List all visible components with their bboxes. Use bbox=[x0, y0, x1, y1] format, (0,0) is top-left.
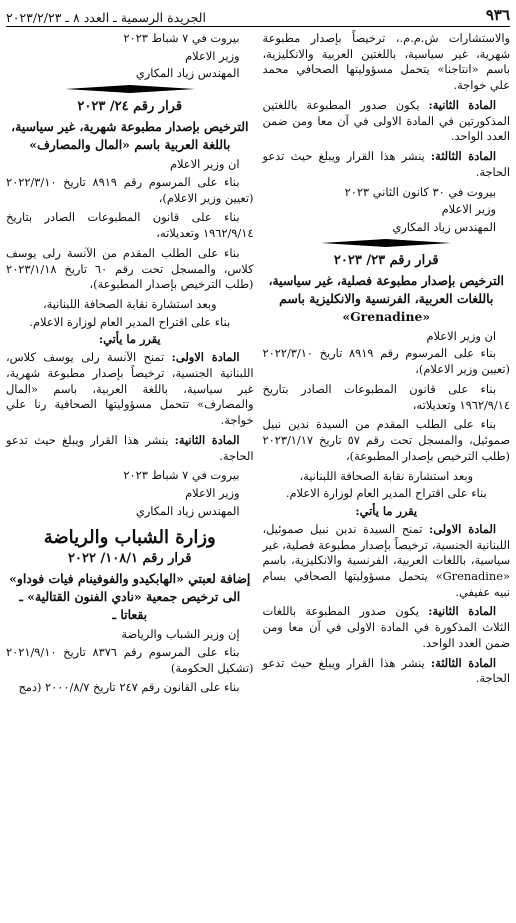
article-2 bbox=[263, 98, 511, 145]
minister-line: ان وزير الاعلام bbox=[426, 328, 496, 343]
signature-date: بيروت في ٧ شباط ٢٠٢٣ bbox=[123, 31, 240, 45]
signature-role: وزير الاعلام bbox=[441, 202, 496, 217]
article-text: تمنح السيدة ندين نبيل صموئيل، اللبنانية الجنسية، ترخيصاً بإصدار مطبوعة فصلية، غير سياسية، باللغات العربية، الفرنسية والانكليزية، باسم «Grenadine» يتحمل مسؤوليتها الصحافي بسام نبيه عفيفي. bbox=[262, 521, 510, 599]
article-label: المادة الثانية: bbox=[428, 604, 496, 619]
section-divider bbox=[6, 85, 254, 93]
minister-line: إن وزير الشباب والرياضة bbox=[121, 627, 240, 642]
ministry-heading: وزارة الشباب والرياضة bbox=[43, 526, 216, 548]
signature-date: بيروت في ٣٠ كانون الثاني ٢٠٢٣ bbox=[344, 184, 496, 199]
article-3 bbox=[263, 656, 511, 687]
signature-date: بيروت في ٧ شباط ٢٠٢٣ bbox=[123, 468, 240, 483]
basis-paragraph: بناء على الطلب المقدم من السيدة ندين نبيل صموئيل، والمسجل تحت رقم ٥٧ تاريخ ٢٠٢٣/١/١٧ (طلب الترخيص بإصدار المطبوعة)، bbox=[262, 417, 510, 463]
basis-paragraph: بناء على القانون رقم ٢٤٧ تاريخ ٢٠٠٠/٨/٧ (دمج bbox=[18, 680, 240, 695]
decides-line: يقرر ما يأتي: bbox=[355, 504, 418, 519]
signature-name: المهندس زياد المكاري bbox=[392, 220, 496, 235]
minister-line: ان وزير الاعلام bbox=[169, 157, 240, 172]
article-label: المادة الثانية: bbox=[428, 97, 496, 112]
article-label: المادة الاولى: bbox=[171, 350, 240, 365]
right-column bbox=[263, 31, 511, 700]
article-3 bbox=[263, 149, 511, 180]
article-text: ينشر هذا القرار ويبلغ حيث تدعو الحاجة. bbox=[262, 149, 510, 179]
decision-number: قرار رقم ٢٤/ ٢٠٢٣ bbox=[77, 99, 183, 115]
decision-title: الترخيص بإصدار مطبوعة فصلية، غير سياسية، باللغات العربية، الفرنسية والانكليزية باسم «Grenadine» bbox=[268, 272, 504, 324]
basis-paragraph: بناء على قانون المطبوعات الصادر بتاريخ ١٩٦٢/٩/١٤ وتعديلاته، bbox=[262, 381, 510, 412]
decision-number: قرار رقم ١٠٨/١/ ٢٠٢٢ bbox=[68, 551, 192, 567]
article-label: المادة الثالثة: bbox=[430, 149, 496, 164]
signature-name: المهندس زياد المكاري bbox=[135, 66, 240, 81]
divider-ornament bbox=[65, 85, 195, 93]
gazette-title: الجريدة الرسمية ـ العدد ٨ ـ ٢٠٢٣/٢/٢٣ bbox=[6, 9, 206, 25]
signature-role: وزير الاعلام bbox=[185, 486, 240, 501]
article-text: يكون صدور المطبوعة باللغات الثلاث المذكورة في المادة الاولى في آن معا ومن ضمن العدد الواحد. bbox=[262, 604, 510, 650]
article-2 bbox=[6, 433, 254, 464]
article-text: تمنح الآنسة رلى يوسف كلاس، اللبنانية الجنسية، ترخيصاً بإصدار مطبوعة شهرية، غير سياسية، باللغة العربية، باسم «المال والمصارف» تتحمل مسؤوليتها الصحافية رنا علي خواجة. bbox=[6, 350, 254, 428]
article-1 bbox=[6, 350, 254, 429]
proposal-line: بناء على اقتراح المدير العام لوزارة الاعلام. bbox=[285, 486, 487, 501]
divider-ornament bbox=[321, 239, 451, 247]
decision-title: إضافة لعبتي «الهابكيدو والفوفينام فيات فوداو» الى ترخيص جمعية «نادي الفنون القتالية» ـ بقعاتا ـ bbox=[9, 571, 251, 623]
basis-paragraph: بناء على المرسوم رقم ٨٣٧٦ تاريخ ٢٠٢١/٩/١٠ (تشكيل الحكومة) bbox=[6, 644, 254, 675]
basis-paragraph: بناء على المرسوم رقم ٨٩١٩ تاريخ ٢٠٢٢/٣/١٠ (تعيين وزير الاعلام)، bbox=[6, 174, 254, 205]
article-label: المادة الثالثة: bbox=[430, 655, 496, 670]
article-label: المادة الاولى: bbox=[428, 521, 496, 536]
decision-number: قرار رقم ٢٣/ ٢٠٢٣ bbox=[333, 252, 439, 268]
page-header bbox=[6, 6, 510, 27]
basis-paragraph: بناء على المرسوم رقم ٨٩١٩ تاريخ ٢٠٢٢/٣/١٠ (تعيين وزير الاعلام)، bbox=[262, 346, 510, 377]
consultation-line: وبعد استشارة نقابة الصحافة اللبنانية، bbox=[42, 296, 217, 311]
article-text: يكون صدور المطبوعة باللغتين المذكورتين في المادة الاولى في آن معا ومن ضمن العدد الواحد. bbox=[262, 97, 510, 144]
section-divider bbox=[263, 239, 511, 247]
left-column bbox=[6, 31, 254, 700]
article-text: ينشر هذا القرار ويبلغ حيث تدعو الحاجة. bbox=[6, 432, 254, 463]
article-1 bbox=[263, 522, 511, 601]
decision-22-continuation: والاستشارات ش.م.م.، ترخيصاً بإصدار مطبوعة شهرية، غير سياسية، باللغتين العربية والانكليزية، باسم «انتاجنا» يتحمل مسؤوليتها الصحافي محمد علي خواجة. bbox=[262, 31, 510, 93]
signature-role: وزير الاعلام bbox=[185, 48, 240, 63]
signature-name: المهندس زياد المكاري bbox=[135, 503, 240, 518]
decision-title: الترخيص بإصدار مطبوعة شهرية، غير سياسية، باللغة العربية باسم «المال والمصارف» bbox=[11, 119, 249, 153]
page-number: ٩٣٦ bbox=[485, 6, 510, 25]
article-label: المادة الثانية: bbox=[174, 432, 240, 447]
article-text: ينشر هذا القرار ويبلغ حيث تدعو الحاجة. bbox=[262, 655, 510, 686]
columns bbox=[6, 31, 510, 700]
basis-paragraph: بناء على الطلب المقدم من الآنسة رلى يوسف كلاس، والمسجل تحت رقم ٦٠ تاريخ ٢٠٢٣/١/١٨ (طلب الترخيص بإصدار المطبوعة)، bbox=[6, 245, 254, 292]
proposal-line: بناء على اقتراح المدير العام لوزارة الاعلام. bbox=[29, 314, 231, 329]
article-2 bbox=[263, 604, 511, 651]
decides-line: يقرر ما يأتي: bbox=[98, 332, 161, 347]
basis-paragraph: بناء على قانون المطبوعات الصادر بتاريخ ١٩٦٢/٩/١٤ وتعديلاته، bbox=[6, 210, 254, 241]
consultation-line: وبعد استشارة نقابة الصحافة اللبنانية، bbox=[299, 468, 474, 483]
